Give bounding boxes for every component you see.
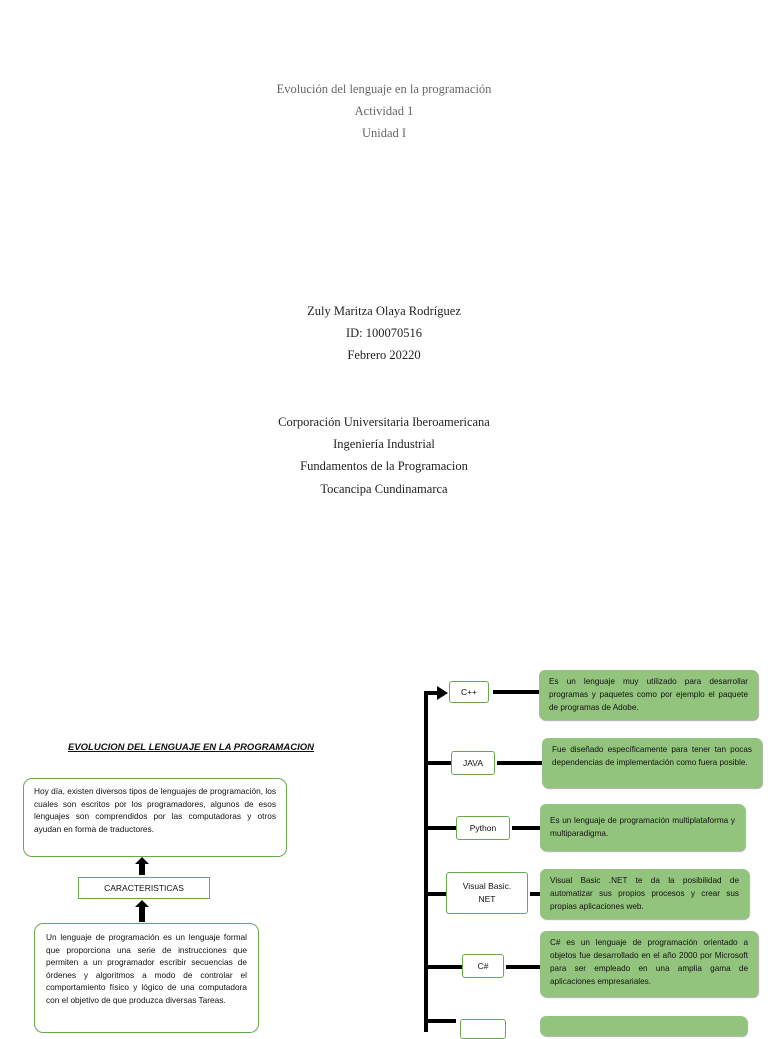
author-name: Zuly Maritza Olaya Rodríguez	[307, 304, 461, 318]
lang-description: Fue diseñado específicamente para tener tan pocas dependencias de implementación como fuera posible.	[552, 745, 752, 767]
connector-csharp-right	[506, 965, 540, 969]
lang-box-java	[451, 751, 495, 775]
desc-box-vbnet	[540, 869, 749, 919]
connector-trunk	[424, 692, 428, 1032]
unit-label: Unidad I	[361, 126, 407, 140]
desc-box-cpp	[539, 670, 758, 720]
student-id: ID: 100070516	[345, 326, 423, 340]
location-name: Tocancipa Cundinamarca	[320, 482, 448, 496]
lang-description: Es un lenguaje de programación multiplataforma y multiparadigma.	[550, 816, 735, 838]
definition-paragraph: Un lenguaje de programación es un lenguaje formal que proporciona una serie de instrucciones que permiten a un programador escribir secuencias de órdenes y algoritmos a modo de controlar el comportamiento físico y lógico de una computadora con el objetivo de que produzca diversas Tareas.	[46, 932, 247, 1005]
institution-name: Corporación Universitaria Iberoamericana	[278, 415, 490, 429]
desc-box-python	[540, 804, 745, 851]
connector-cpp-right	[493, 690, 539, 694]
connector-csharp-left	[424, 965, 462, 969]
arrow-up-icon	[134, 856, 150, 876]
lang-description: Visual Basic .NET te da la posibilidad de automatizar sus propios procesos y crear sus propias aplicaciones web.	[550, 876, 739, 911]
desc-box-java	[542, 738, 762, 788]
lang-name: Visual Basic. NET	[462, 881, 512, 904]
course-name: Fundamentos de la Programacion	[300, 459, 468, 473]
characteristics-box	[78, 877, 210, 899]
lang-name: Python	[469, 822, 497, 833]
lang-box-csharp	[462, 954, 504, 978]
connector-java-left	[424, 761, 451, 765]
connector-python-right	[512, 826, 540, 830]
connector-vbnet-left	[424, 892, 446, 896]
arrow-right-icon	[437, 686, 449, 700]
connector-python-left	[424, 826, 456, 830]
intro-paragraph-box	[23, 778, 287, 857]
lang-box-python	[456, 816, 510, 840]
lang-box-cpp	[449, 681, 489, 703]
activity-label: Actividad 1	[354, 104, 414, 118]
lang-name: JAVA	[463, 757, 483, 768]
lang-description: Es un lenguaje muy utilizado para desarrollar programas y paquetes como por ejemplo el paquete de programas de Adobe.	[549, 677, 748, 712]
intro-paragraph: Hoy día, existen diversos tipos de lenguajes de programación, los cuales son escritos por los programadores, algunos de esos lenguajes son comprendidos por las computadoras y otros ayudan en forma de traductores.	[34, 786, 276, 834]
connector-vbnet-right	[530, 892, 540, 896]
connector-next-left	[424, 1019, 456, 1023]
desc-box-next	[540, 1016, 747, 1036]
desc-box-csharp	[540, 931, 758, 997]
characteristics-label: CARACTERISTICAS	[104, 883, 184, 893]
lang-name: C++	[460, 686, 478, 697]
lang-name: C#	[477, 960, 489, 971]
lang-description: C# es un lenguaje de programación orientado a objetos fue desarrollado en el año 2000 por Microsoft para ser empleado en una amplia gama de aplicaciones empresariales.	[550, 938, 748, 986]
definition-paragraph-box	[34, 923, 259, 1033]
document-date: Febrero 20220	[347, 348, 421, 362]
program-name: Ingeniería Industrial	[333, 437, 435, 451]
diagram-heading: EVOLUCION DEL LENGUAJE EN LA PROGRAMACION	[68, 742, 314, 753]
document-title: Evolución del lenguaje en la programación	[276, 82, 492, 96]
connector-java-right	[497, 761, 542, 765]
lang-box-vbnet	[446, 872, 528, 914]
lang-box-next	[460, 1019, 506, 1039]
arrow-up-icon	[134, 899, 150, 923]
